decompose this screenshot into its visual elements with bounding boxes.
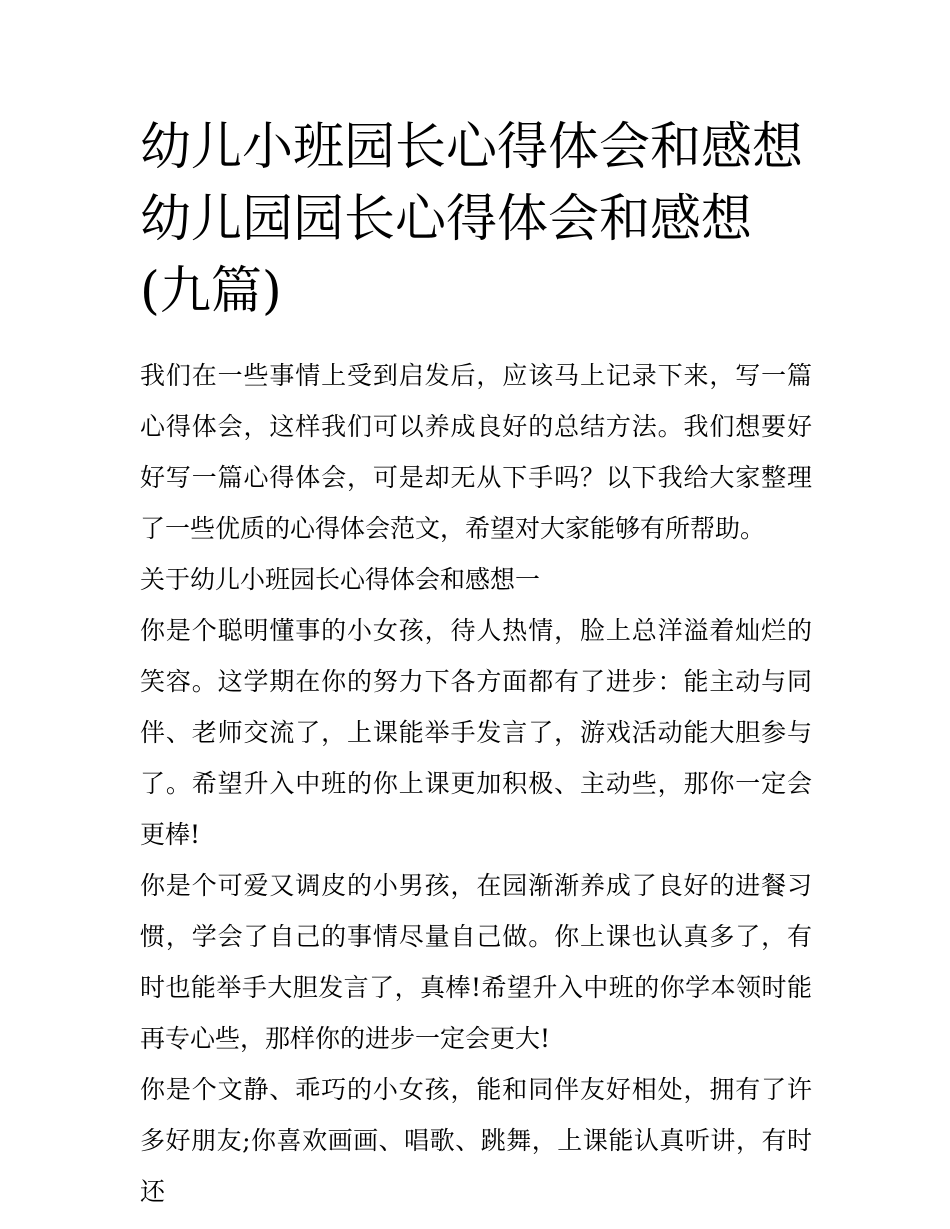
section-heading: 关于幼儿小班园长心得体会和感想一 [140, 565, 541, 594]
paragraph-comment-1: 你是个聪明懂事的小女孩，待人热情，脸上总洋溢着灿烂的笑容。这学期在你的努力下各方面都有了进步：能主动与同伴、老师交流了，上课能举手发言了，游戏活动能大胆参与了。希望升入中班的你上课更加积极、主动些，那你一定会更棒! [140, 616, 812, 849]
paragraph-comment-2: 你是个可爱又调皮的小男孩，在园渐渐养成了良好的进餐习惯，学会了自己的事情尽量自己做。你上课也认真多了，有时也能举手大胆发言了，真棒!希望升入中班的你学本领时能再专心些，那样你的进步一定会更大! [140, 871, 812, 1053]
document-title: 幼儿小班园长心得体会和感想 幼儿园园长心得体会和感想(九篇) [140, 118, 804, 321]
document-page [140, 112, 812, 1217]
paragraph-comment-3: 你是个文静、乖巧的小女孩，能和同伴友好相处，拥有了许多好朋友;你喜欢画画、唱歌、跳舞，上课能认真听讲，有时还 [140, 1075, 812, 1206]
document-body [140, 350, 812, 1217]
paragraph-intro: 我们在一些事情上受到启发后，应该马上记录下来，写一篇心得体会，这样我们可以养成良好的总结方法。我们想要好好写一篇心得体会，可是却无从下手吗？以下我给大家整理了一些优质的心得体会范文，希望对大家能够有所帮助。 [140, 361, 812, 543]
